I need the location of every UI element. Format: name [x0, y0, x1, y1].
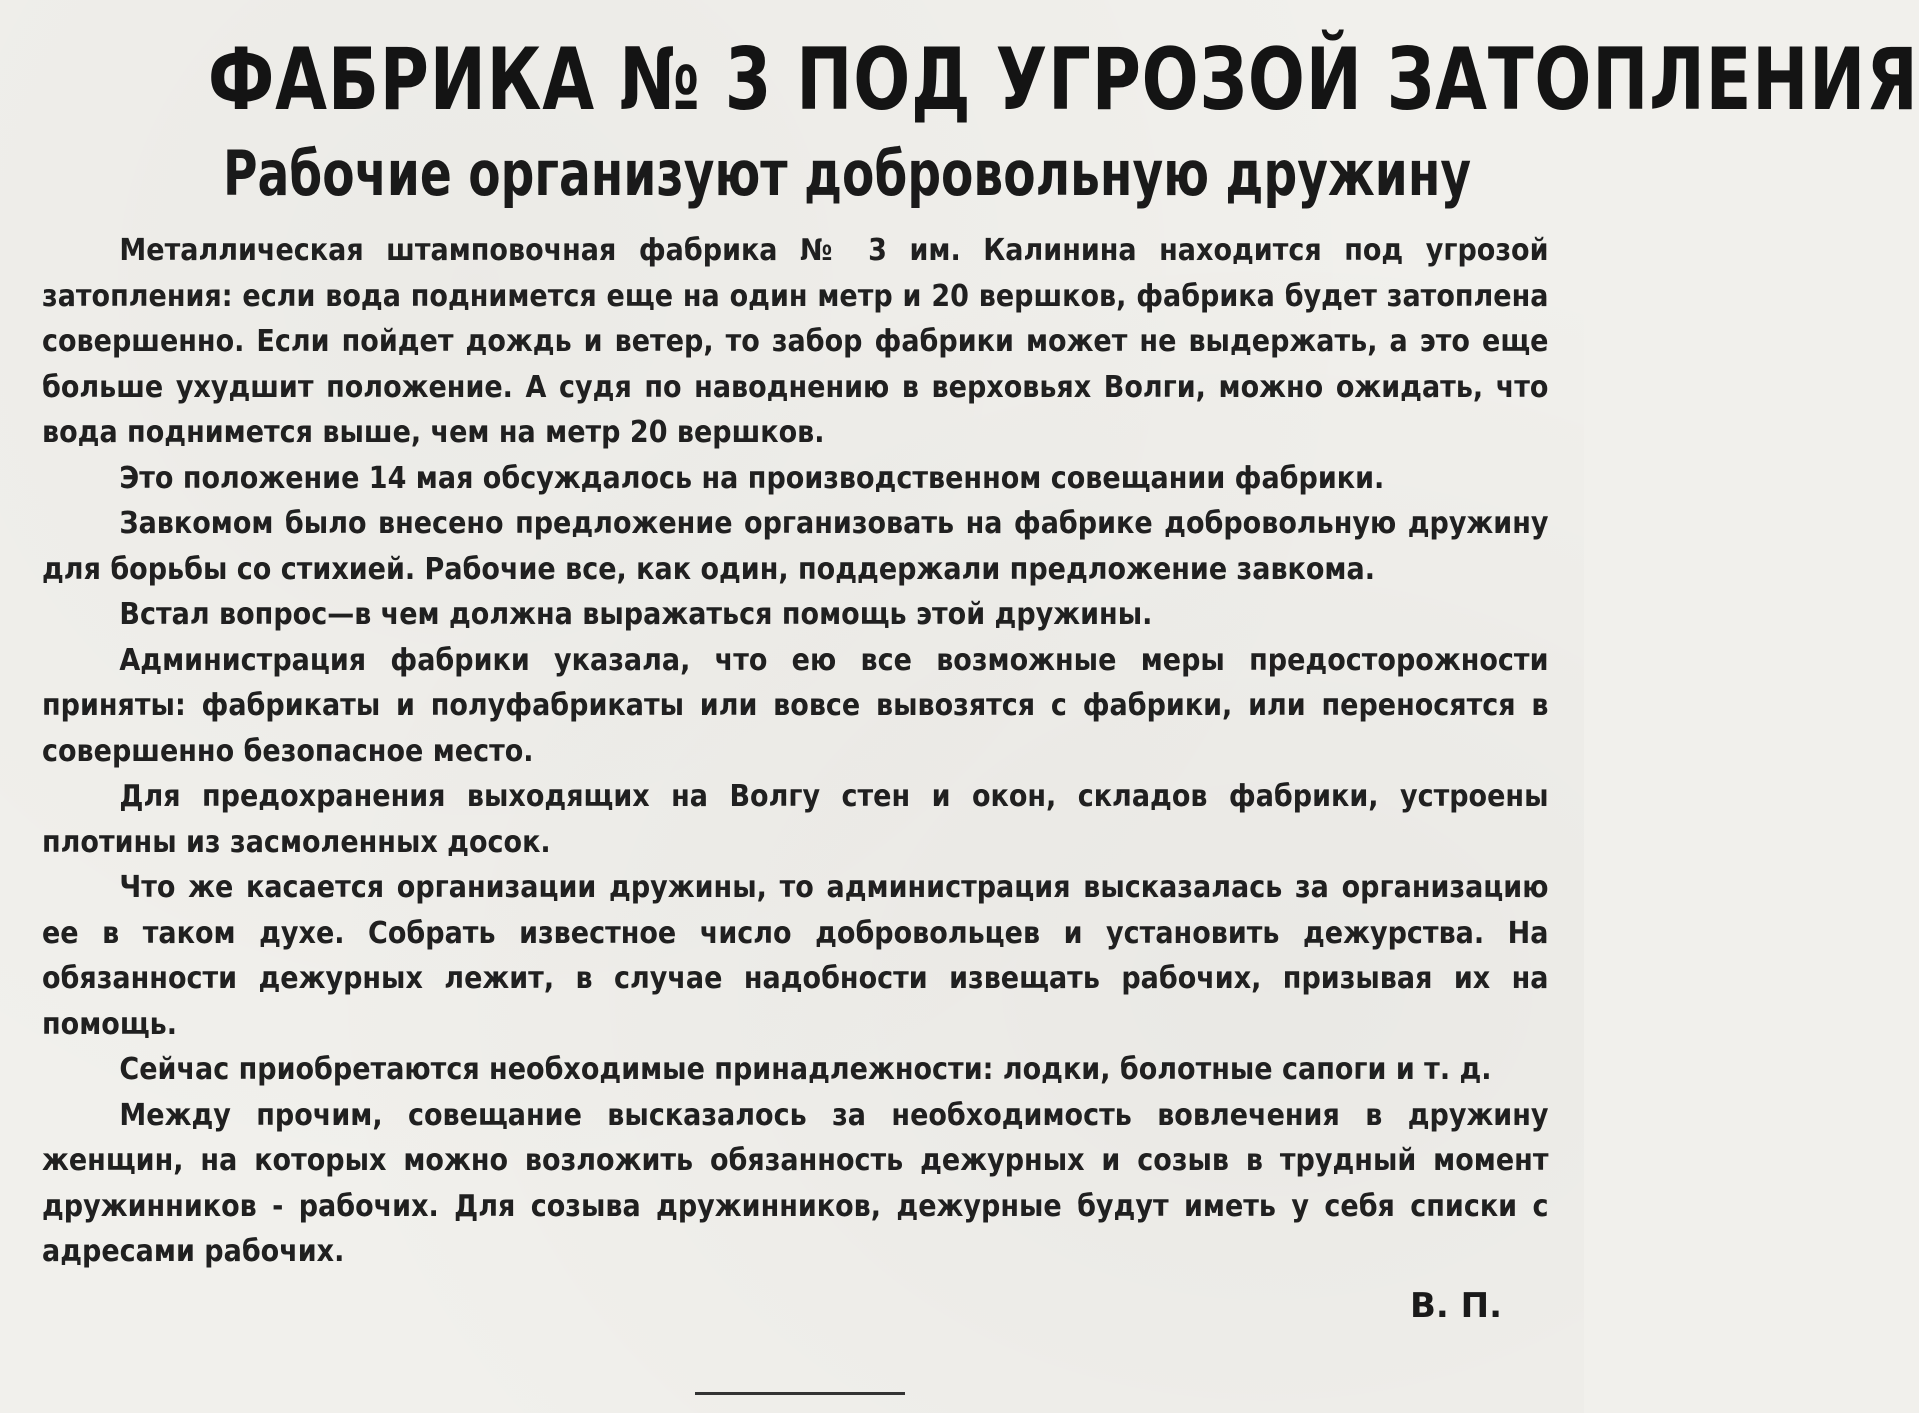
paragraph-5: Администрация фабрики указала, что ею все возможные меры предосторожности приняты: фабрикаты и полуфабрикаты или вовсе вывозятся с фабрики, или переносятся в совершенно безопасное место. [42, 642, 1549, 769]
paragraph-8: Сейчас приобретаются необходимые принадлежности: лодки, болотные сапоги и т. д. [119, 1052, 1492, 1087]
paragraph-1: Металлическая штамповочная фабрика № 3 им. Калинина находится под угрозой затопления: если вода поднимется еще на один метр и 20 вершков, фабрика будет затоплена совершенно. Если пойдет дождь и ветер, то забор фабрики может не выдержать, а это еще больше ухудшит положение. А судя по наводнению в верховьях Волги, можно ожидать, что вода поднимется выше, чем на метр 20 вершков. [42, 233, 1549, 450]
paragraph-7: Что же касается организации дружины, то администрация высказалась за организацию ее в таком духе. Собрать известное число добровольцев и установить дежурства. На обязанности дежурных лежит, в случае надобности извещать рабочих, призывая их на помощь. [42, 870, 1549, 1042]
author-signature: В. П. [1409, 1285, 1502, 1326]
subheadline: Рабочие организуют добровольную дружину [222, 137, 1472, 210]
paragraph-4: Встал вопрос—в чем должна выражаться помощь этой дружины. [119, 597, 1153, 632]
headline: ФАБРИКА № 3 ПОД УГРОЗОЙ ЗАТОПЛЕНИЯ [207, 30, 1919, 130]
paragraph-9: Между прочим, совещание высказалось за необходимость вовлечения в дружину женщин, на которых можно возложить обязанность дежурных и созыв в трудный момент дружинников - рабочих. Для созыва дружинников, дежурные будут иметь у себя списки с адресами рабочих. [42, 1097, 1549, 1269]
article-body [42, 228, 1550, 1275]
paragraph-6: Для предохранения выходящих на Волгу стен и окон, складов фабрики, устроены плотины из засмоленных досок. [42, 779, 1549, 860]
bottom-divider [695, 1392, 905, 1395]
paragraph-3: Завкомом было внесено предложение организовать на фабрике добровольную дружину для борьбы со стихией. Рабочие все, как один, поддержали предложение завкома. [42, 506, 1549, 587]
paragraph-2: Это положение 14 мая обсуждалось на производственном совещании фабрики. [119, 460, 1385, 496]
